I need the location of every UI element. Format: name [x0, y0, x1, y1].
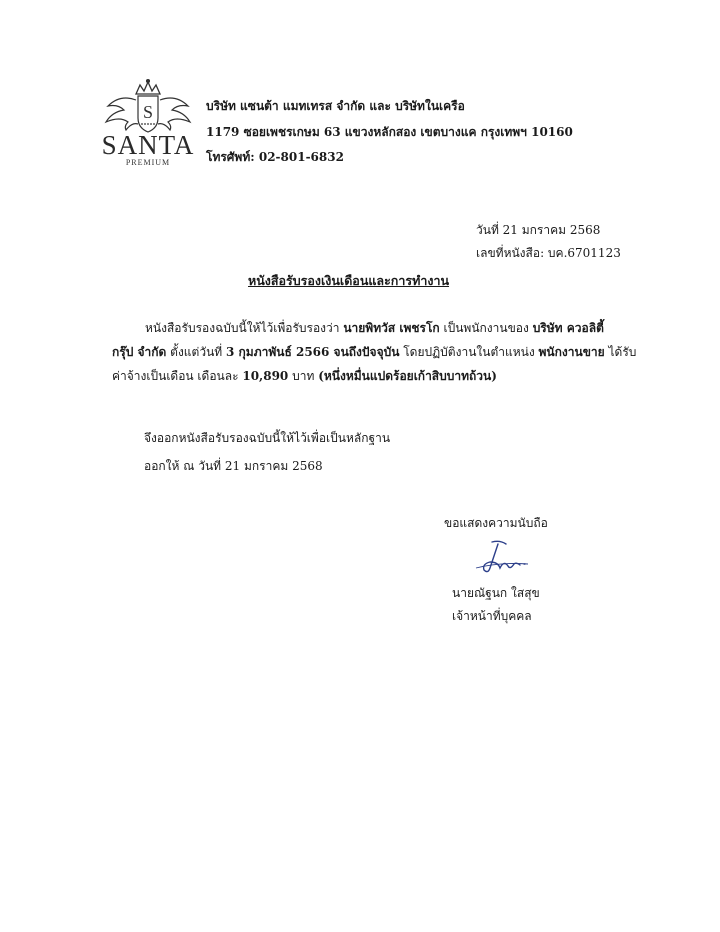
- body-text: ได้รับ: [604, 345, 637, 359]
- document-title: หนังสือรับรองเงินเดือนและการทำงาน: [248, 273, 450, 288]
- employee-name: นายพิทวัส เพชรโก: [343, 321, 440, 335]
- body-text: หนังสือรับรองฉบับนี้ให้ไว้เพื่อรับรองว่า: [145, 321, 344, 335]
- issuance-statement: จึงออกหนังสือรับรองฉบับนี้ให้ไว้เพื่อเป็นหลักฐาน: [144, 431, 391, 445]
- salary-in-words: (หนึ่งหมื่นแปดร้อยเก้าสิบบาทถ้วน): [318, 369, 497, 383]
- signatory-name: นายณัฐนก ใสสุข: [452, 586, 540, 600]
- company-address: 1179 ซอยเพชรเกษม 63 แขวงหลักสอง เขตบางแค กรุงเทพฯ 10160: [206, 125, 573, 139]
- salary-amount: 10,890: [242, 369, 289, 383]
- company-name: บริษัท แซนต้า แมทเทรส จำกัด และ บริษัทในเครือ: [206, 99, 465, 113]
- body-text: ตั้งแต่วันที่: [166, 345, 227, 359]
- crown-icon: [136, 80, 160, 94]
- body-line-1: [145, 319, 604, 338]
- body-text: เป็นพนักงานของ: [439, 321, 533, 335]
- body-line-2: [112, 343, 636, 362]
- logo-monogram: S: [142, 102, 154, 122]
- body-text: ค่าจ้างเป็นเดือน เดือนละ: [112, 369, 243, 383]
- logo-subtitle: PREMIUM: [125, 158, 171, 167]
- company-phone: โทรศัพท์: 02-801-6832: [206, 150, 344, 164]
- employer-name: บริษัท ควอลิตี้: [532, 321, 604, 335]
- document-reference: เลขที่หนังสือ: บค.6701123: [476, 246, 621, 260]
- issue-date: ออกให้ ณ วันที่ 21 มกราคม 2568: [144, 459, 323, 473]
- closing-phrase: ขอแสดงความนับถือ: [444, 516, 548, 530]
- logo-wordmark: SANTA: [101, 130, 195, 160]
- body-line-3: [112, 367, 497, 386]
- body-text: บาท: [288, 369, 319, 383]
- job-position: พนักงานขาย: [538, 345, 605, 359]
- employer-name-cont: กรุ๊ป จำกัด: [112, 345, 167, 359]
- body-text: โดยปฏิบัติงานในตำแหน่ง: [399, 345, 539, 359]
- signature-icon: [470, 538, 550, 578]
- document-date: วันที่ 21 มกราคม 2568: [476, 223, 601, 237]
- employment-period: 3 กุมภาพันธ์ 2566 จนถึงปัจจุบัน: [226, 345, 400, 359]
- signatory-position: เจ้าหน้าที่บุคคล: [452, 609, 532, 623]
